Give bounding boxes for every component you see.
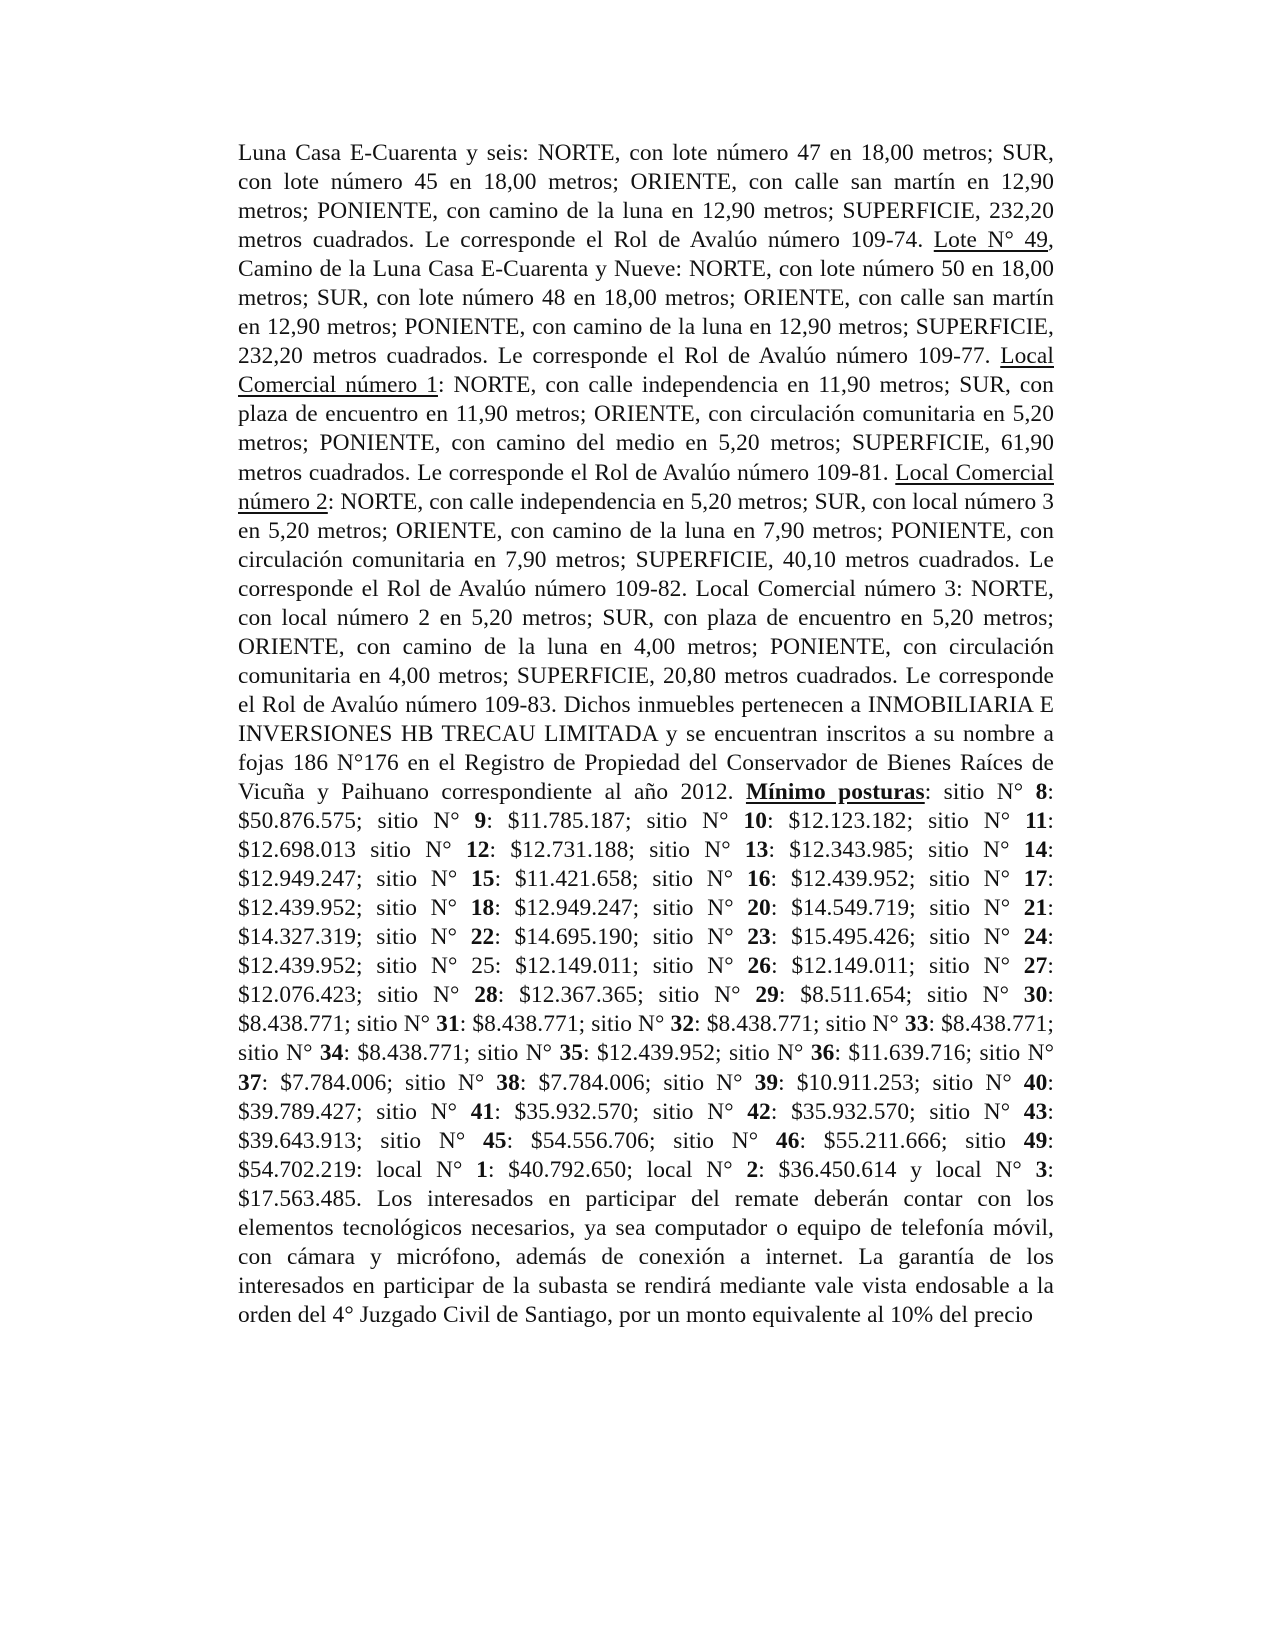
site-number: 34 [319,1040,344,1067]
site-number: 35 [559,1040,584,1067]
site-number: 42 [747,1098,771,1125]
text-run: : $17.563.485. Los interesados en participar del remate deberán contar con los elementos tecnológicos necesarios, ya sea computador o equipo de telefonía móvil, con cámara y micrófono, además de conexión a internet. La garantía de los interesados en participar de la subasta se rendirá mediante vale vista endosable a la orden del 4° Juzgado Civil de Santiago, por un monto equivalente al 10% del precio [238,1156,1054,1328]
text-run: : $36.450.614 y local N° [758,1156,1036,1183]
site-number: 14 [1023,837,1048,864]
text-run: : sitio N° [924,779,1036,806]
text-run: : $12.731.188; sitio N° [489,837,745,864]
text-run: : $12.439.952; sitio N° 25: $12.149.011; sitio N° [238,924,1054,980]
site-number: 39 [754,1069,779,1096]
site-number: 27 [1023,953,1048,980]
text-run: : $12.123.182; sitio N° [767,808,1026,835]
site-number: 23 [747,924,771,951]
text-run: : $12.149.011; sitio N° [771,953,1024,980]
text-run: : $12.949.247; sitio N° [238,837,1055,893]
site-number: 18 [470,895,495,922]
site-number: 3 [1035,1156,1048,1183]
site-number: 28 [474,982,498,1009]
site-number: 10 [743,808,768,835]
text-run: : $12.439.952; sitio N° [583,1040,811,1067]
text-run: : $11.639.716; sitio N° [834,1040,1055,1067]
site-number: 8 [1035,779,1048,806]
text-run: , Camino de la Luna Casa E-Cuarenta y Nueve: NORTE, con lote número 50 en 18,00 metros; SUR, con lote número 48 en 18,00 metros; ORIENTE, con calle san martín en 12,90 metros; PONIENTE, con camino de la luna en 12,90 metros; SUPERFICIE, 232,20 metros cuadrados. Le corresponde el Rol de Avalúo número 109-77. [238,227,1054,370]
site-number: 37 [238,1069,262,1096]
site-number: 33 [904,1011,929,1038]
site-number: 46 [775,1127,800,1154]
underlined-heading: Lote N° 49 [933,227,1049,254]
site-number: 29 [755,982,779,1009]
text-run: : $39.643.913; sitio N° [238,1098,1054,1154]
site-number: 40 [1023,1069,1048,1096]
site-number: 11 [1025,808,1048,835]
text-run: : $10.911.253; sitio N° [778,1069,1024,1096]
text-run: : $12.439.952; sitio N° [238,866,1054,922]
site-number: 17 [1023,866,1048,893]
text-run: : $50.876.575; sitio N° [238,779,1054,835]
site-number: 22 [470,924,495,951]
site-number: 32 [670,1011,695,1038]
text-run: : $14.549.719; sitio N° [770,895,1024,922]
text-run: : $14.327.319; sitio N° [238,895,1054,951]
site-number: 26 [747,953,772,980]
site-number: 2 [746,1156,759,1183]
text-run: : $12.949.247; sitio N° [494,895,748,922]
site-number: 1 [476,1156,488,1183]
text-run: : $12.698.013 sitio N° [238,808,1054,864]
text-run: : $35.932.570; sitio N° [770,1098,1024,1125]
text-run: : $12.439.952; sitio N° [770,866,1024,893]
text-run: : $12.343.985; sitio N° [768,837,1024,864]
site-number: 45 [483,1127,507,1154]
text-run: : $8.438.771; sitio N° [238,1011,1054,1067]
site-number: 16 [746,866,771,893]
document-page [238,139,1054,1330]
text-run: : $14.695.190; sitio N° [494,924,748,951]
text-run: : NORTE, con calle independencia en 11,90 metros; SUR, con plaza de encuentro en 11,90 metros; ORIENTE, con circulación comunitaria en 5,20 metros; PONIENTE, con camino del medio en 5,20 metros; SUPERFICIE, 61,90 metros cuadrados. Le corresponde el Rol de Avalúo número 109-81. [238,372,1054,486]
text-run: : $8.438.771; sitio N° [343,1040,560,1067]
body-paragraph [238,139,1054,1330]
underlined-heading: Local Comercial número 1 [238,343,1054,399]
text-run: : $39.789.427; sitio N° [238,1069,1054,1125]
text-run: : $54.556.706; sitio N° [506,1127,776,1154]
text-run: : $8.438.771; sitio N° [694,1011,905,1038]
site-number: 38 [496,1069,520,1096]
site-number: 30 [1023,982,1048,1009]
text-run: : $7.784.006; sitio N° [261,1069,497,1096]
text-run: : $11.785.187; sitio N° [486,808,744,835]
text-run: : $7.784.006; sitio N° [519,1069,755,1096]
text-run: : $8.438.771; sitio N° [238,982,1054,1038]
text-run: : $40.792.650; local N° [487,1156,747,1183]
site-number: 31 [436,1011,460,1038]
underlined-heading: Local Comercial número 2 [238,459,1054,515]
site-number: 9 [474,808,487,835]
text-run: : $12.076.423; sitio N° [238,953,1054,1009]
site-number: 20 [747,895,771,922]
text-run: : $8.438.771; sitio N° [459,1011,671,1038]
site-number: 41 [470,1098,495,1125]
site-number: 43 [1023,1098,1048,1125]
site-number: 12 [465,837,490,864]
site-number: 21 [1023,895,1048,922]
text-run: Luna Casa E-Cuarenta y seis: NORTE, con lote número 47 en 18,00 metros; SUR, con lote número 45 en 18,00 metros; ORIENTE, con calle san martín en 12,90 metros; PONIENTE, con camino de la luna en 12,90 metros; SUPERFICIE, 232,20 metros cuadrados. Le corresponde el Rol de Avalúo número 109-74. [238,140,1054,254]
site-number: 49 [1023,1127,1048,1154]
text-run: : $12.367.365; sitio N° [497,982,756,1009]
text-run: : $11.421.658; sitio N° [494,866,747,893]
site-number: 24 [1023,924,1048,951]
text-run: : $54.702.219: local N° [238,1127,1054,1183]
text-run: : $55.211.666; sitio [799,1127,1024,1154]
minimum-bids-heading: Mínimo posturas [745,779,925,806]
site-number: 13 [744,837,769,864]
text-run: : $8.511.654; sitio N° [778,982,1024,1009]
text-run: : NORTE, con calle independencia en 5,20 metros; SUR, con local número 3 en 5,20 metros; ORIENTE, con camino de la luna en 7,90 metros; PONIENTE, con circulación comunitaria en 7,90 metros; SUPERFICIE, 40,10 metros cuadrados. Le corresponde el Rol de Avalúo número 109-82. Local Comercial número 3: NORTE, con local número 2 en 5,20 metros; SUR, con plaza de encuentro en 5,20 metros; ORIENTE, con camino de la luna en 4,00 metros; PONIENTE, con circulación comunitaria en 4,00 metros; SUPERFICIE, 20,80 metros cuadrados. Le corresponde el Rol de Avalúo número 109-83. Dichos inmuebles pertenecen a INMOBILIARIA E INVERSIONES HB TRECAU LIMITADA y se encuentran inscritos a su nombre a fojas 186 N°176 en el Registro de Propiedad del Conservador de Bienes Raíces de Vicuña y Paihuano correspondiente al año 2012. [238,488,1054,806]
text-run: : $15.495.426; sitio N° [770,924,1024,951]
site-number: 36 [810,1040,835,1067]
text-run: : $35.932.570; sitio N° [494,1098,748,1125]
site-number: 15 [470,866,495,893]
